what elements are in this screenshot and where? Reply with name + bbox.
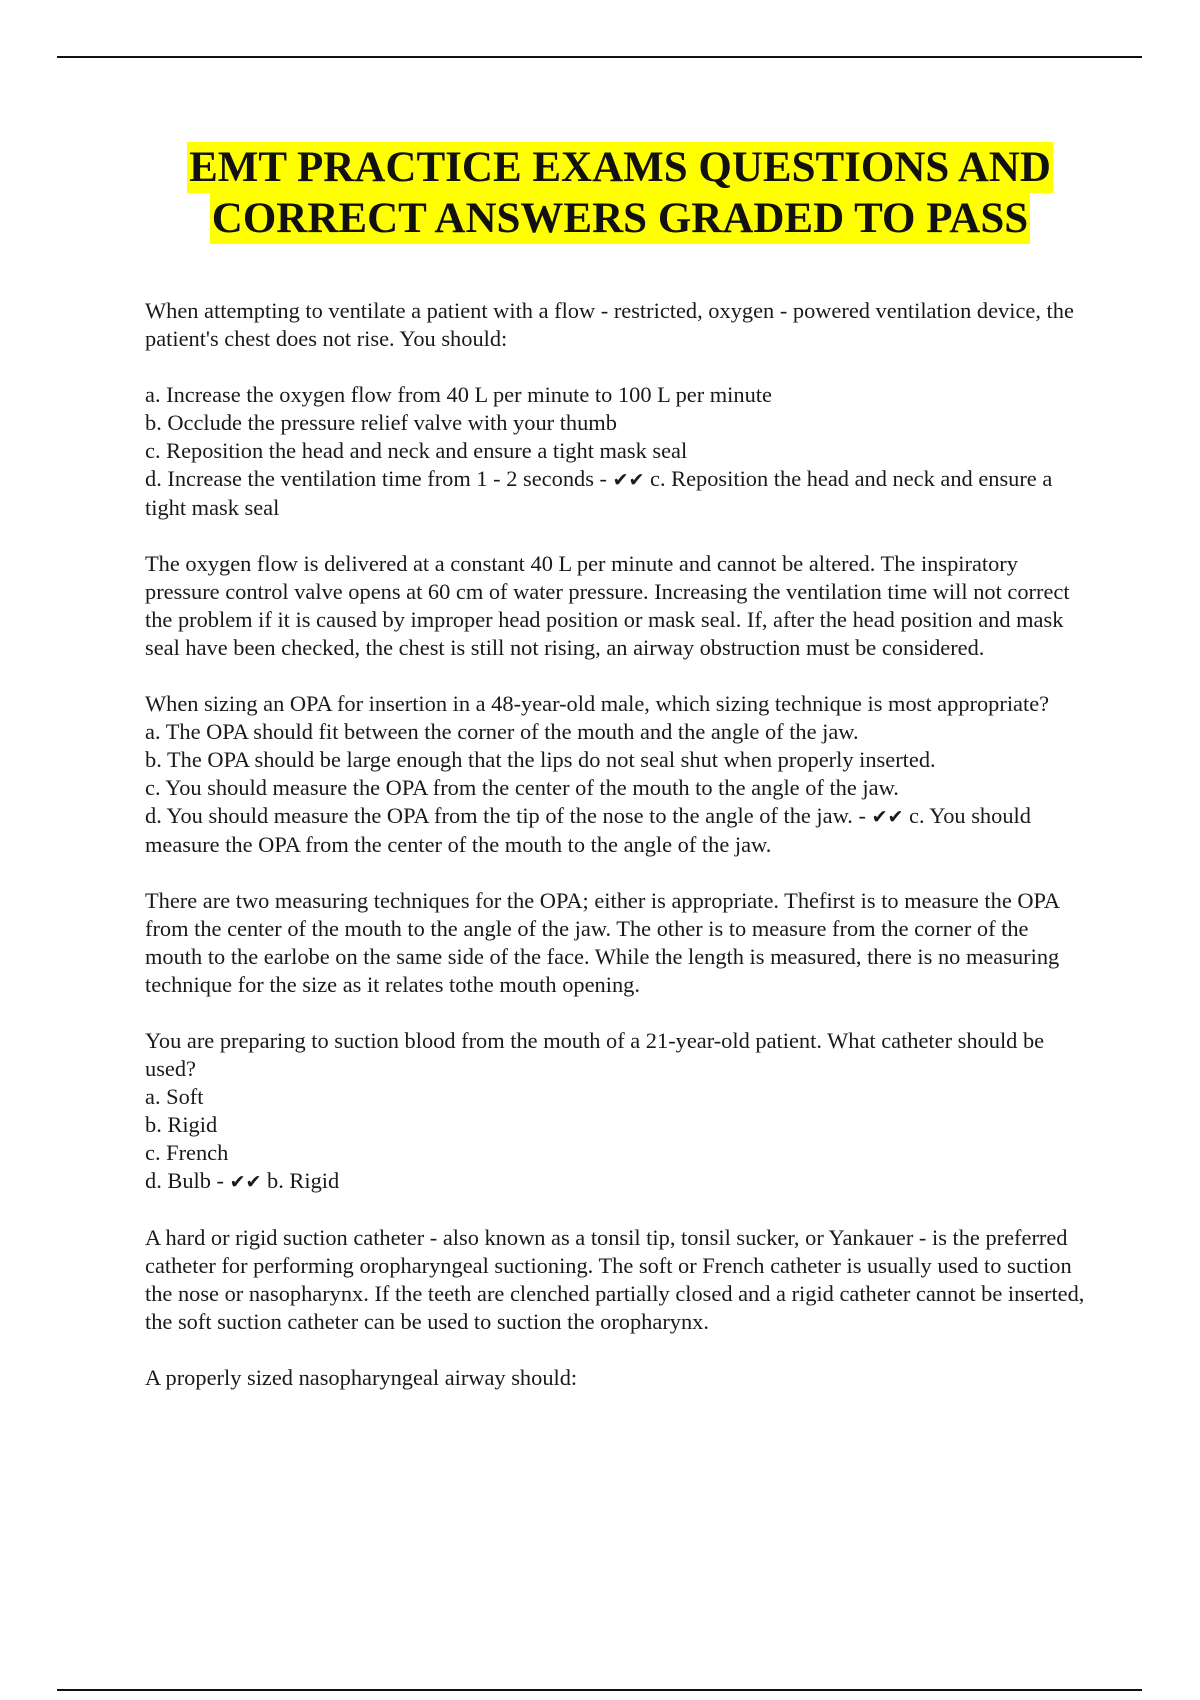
correct-answer: c. You should measure the OPA from the center of the mouth to the angle of the jaw. bbox=[145, 803, 1031, 857]
question-text: When sizing an OPA for insertion in a 48-year-old male, which sizing technique is most appropriate? bbox=[145, 691, 1050, 716]
option-a: a. Increase the oxygen flow from 40 L per minute to 100 L per minute bbox=[145, 382, 772, 407]
option-d: d. Bulb - bbox=[145, 1168, 230, 1193]
top-rule bbox=[57, 56, 1142, 58]
option-c: c. French bbox=[145, 1140, 229, 1165]
option-c: c. You should measure the OPA from the center of the mouth to the angle of the jaw. bbox=[145, 775, 899, 800]
question-1 bbox=[145, 297, 1090, 353]
document-title bbox=[80, 142, 1160, 244]
checkmark-icon: ✔✔ bbox=[229, 1171, 262, 1193]
option-d: d. You should measure the OPA from the tip of the nose to the angle of the jaw. - bbox=[145, 803, 872, 828]
question-text: When attempting to ventilate a patient with a flow - restricted, oxygen - powered ventilation device, the patient's chest does not rise. You should: bbox=[145, 298, 1074, 351]
option-a: a. The OPA should fit between the corner of the mouth and the angle of the jaw. bbox=[145, 719, 859, 744]
option-a: a. Soft bbox=[145, 1084, 204, 1109]
option-d-with-answer bbox=[145, 802, 1090, 859]
checkmark-icon: ✔✔ bbox=[612, 469, 645, 491]
option-b: b. Occlude the pressure relief valve with your thumb bbox=[145, 410, 617, 435]
correct-answer: b. Rigid bbox=[261, 1168, 340, 1193]
question-text: You are preparing to suction blood from the mouth of a 21-year-old patient. What catheter should be used? bbox=[145, 1028, 1045, 1081]
checkmark-icon: ✔✔ bbox=[871, 806, 904, 828]
question-2 bbox=[145, 690, 1090, 859]
question-1-options bbox=[145, 381, 1090, 522]
title-line-1: EMT PRACTICE EXAMS QUESTIONS AND bbox=[189, 144, 1051, 191]
correct-answer: c. Reposition the head and neck and ensure a tight mask seal bbox=[145, 466, 1053, 520]
title-line-2: CORRECT ANSWERS GRADED TO PASS bbox=[211, 195, 1029, 242]
option-d: d. Increase the ventilation time from 1 - 2 seconds - bbox=[145, 466, 613, 491]
option-b: b. The OPA should be large enough that the lips do not seal shut when properly inserted. bbox=[145, 747, 936, 772]
option-b: b. Rigid bbox=[145, 1112, 218, 1137]
document-body bbox=[145, 297, 1090, 1420]
explanation-1 bbox=[145, 550, 1090, 662]
explanation-text: The oxygen flow is delivered at a constant 40 L per minute and cannot be altered. The inspiratory pressure control valve opens at 60 cm of water pressure. Increasing the ventilation time will not correct the problem if it is caused by improper head position or mask seal. If, after the head position and mask seal have been checked, the chest is still not rising, an airway obstruction must be considered. bbox=[145, 551, 1070, 660]
bottom-rule bbox=[57, 1689, 1142, 1691]
question-3 bbox=[145, 1027, 1090, 1196]
option-d-with-answer bbox=[145, 465, 1090, 522]
option-d-with-answer bbox=[145, 1167, 1090, 1196]
explanation-2 bbox=[145, 887, 1090, 999]
explanation-text: A hard or rigid suction catheter - also known as a tonsil tip, tonsil sucker, or Yankauer - is the preferred catheter for performing oropharyngeal suctioning. The soft or French catheter is usually used to suction the nose or nasopharynx. If the teeth are clenched partially closed and a rigid catheter cannot be inserted, the soft suction catheter can be used to suction the oropharynx. bbox=[145, 1225, 1085, 1334]
question-text: A properly sized nasopharyngeal airway should: bbox=[145, 1365, 578, 1390]
question-4 bbox=[145, 1364, 1090, 1392]
explanation-3 bbox=[145, 1224, 1090, 1336]
explanation-text: There are two measuring techniques for the OPA; either is appropriate. Thefirst is to measure the OPA from the center of the mouth to the angle of the jaw. The other is to measure from the corner of the mouth to the earlobe on the same side of the face. While the length is measured, there is no measuring technique for the size as it relates tothe mouth opening. bbox=[145, 888, 1060, 997]
option-c: c. Reposition the head and neck and ensure a tight mask seal bbox=[145, 438, 688, 463]
